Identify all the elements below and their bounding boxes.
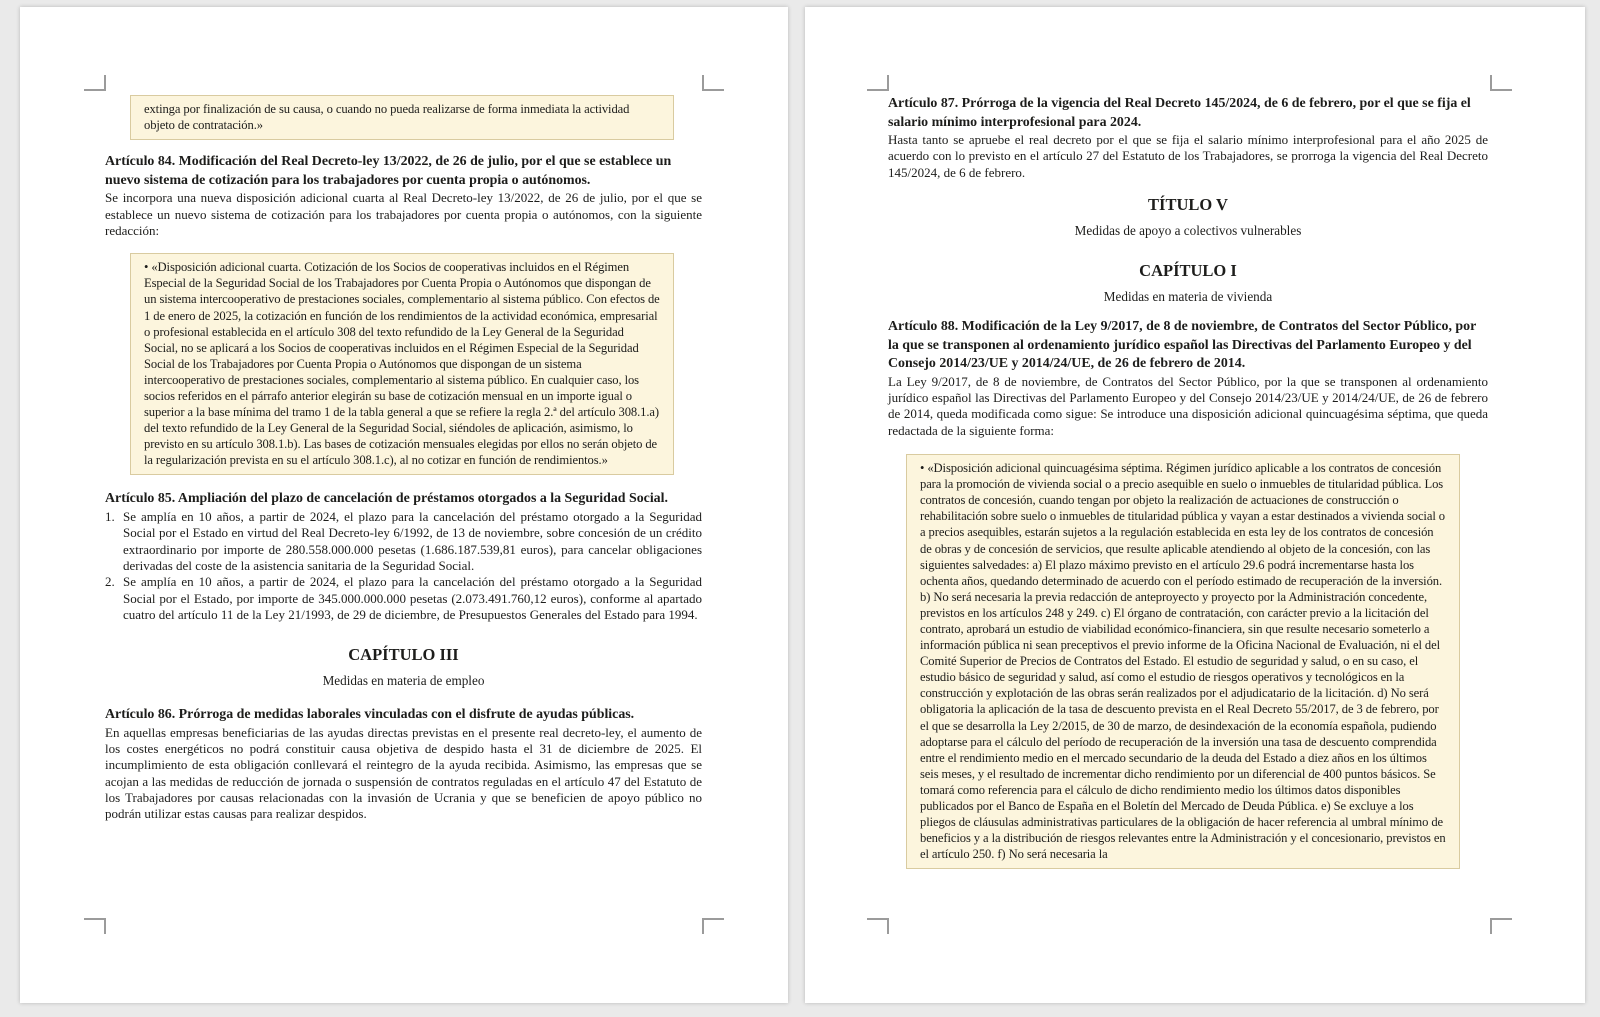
- articulo-84-quote-text: • «Disposición adicional cuarta. Cotización de los Socios de cooperativas incluidos en el Régimen Especial de la Seguridad Social de los Trabajadores por Cuenta Propia o Autónomos que dispongan de un sistema intercooperativo de prestaciones sociales, complementario al sistema público. Con efectos de 1 de enero de 2025, la cotización en función de los rendimientos de la actividad económica, empresarial o profesional establecida en el artículo 308 del texto refundido de la Ley General de la Seguridad Social, no se aplicará a los Socios de cooperativas incluidos en el Régimen Especial de la Seguridad Social de los Trabajadores por Cuenta Propia o Autónomos que dispongan de un sistema intercooperativo de prestaciones sociales, complementario al sistema público. En cualquier caso, los socios referidos en el párrafo anterior elegirán su base de cotización mensual en un importe igual o superior a la base mínima del tramo 1 de la tabla general a que se refiere la regla 2.ª del artículo 308.1.a) del texto refundido de la Ley General de la Seguridad Social, siéndoles de aplicación, asimismo, lo previsto en su artículo 308.1.b). Las bases de cotización mensuales elegidas por ellos no serán objeto de la regularización prevista en su el artículo 308.1.c), al no cotizar en función de rendimientos.»: [144, 260, 660, 468]
- titulo-v-title: TÍTULO V: [1148, 195, 1228, 215]
- crop-mark-bottom-left: [84, 918, 106, 934]
- titulo-v-subtitle: Medidas de apoyo a colectivos vulnerables: [1074, 223, 1302, 239]
- crop-mark-bottom-right: [702, 918, 724, 934]
- capitulo-i-subtitle: Medidas en materia de vivienda: [1103, 289, 1273, 305]
- articulo-88-body: La Ley 9/2017, de 8 de noviembre, de Contratos del Sector Público, por la que se transponen al ordenamiento jurídico español las Directivas del Parlamento Europeo y del Consejo 2014/23/UE y 2014/24/UE, de 26 de febrero de 2014, queda modificada como sigue: Se introduce una disposición adicional quincuagésima séptima, que queda redactada de la siguiente forma:: [888, 373, 1488, 438]
- list-item-text: Se amplía en 10 años, a partir de 2024, el plazo para la cancelación del préstamo otorgado a la Seguridad Social por el Estado, por importe de 345.000.000.000 pesetas (2.073.491.760,12 euros), conforme al apartado cuatro del artículo 11 de la Ley 21/1993, de 29 de diciembre, de Presupuestos Generales del Estado para 1994.: [123, 574, 702, 622]
- articulo-85-heading: Artículo 85. Ampliación del plazo de cancelación de préstamos otorgados a la Seguridad Social.: [105, 491, 668, 507]
- document-page-left: [20, 7, 788, 1003]
- list-item-number: 1.: [105, 509, 115, 525]
- page-right-content: [888, 95, 1488, 869]
- articulo-88-quote-text: • «Disposición adicional quincuagésima séptima. Régimen jurídico aplicable a los contratos de concesión para la promoción de vivienda social o a precio asequible en suelo o inmuebles de titularidad pública. Los contratos de concesión, cuando tengan por objeto la realización de actuaciones de construcción o rehabilitación sobre suelo o inmuebles de titularidad pública y vayan a estar destinados a vivienda social o a precios asequibles, estarán sujetos a la regulación establecida en esta ley de los contratos de concesión de obras y de concesión de servicios, que resulte aplicable atendiendo al objeto de la concesión, con las siguientes salvedades: a) El plazo máximo previsto en el artículo 29.6 podrá incrementarse hasta los ochenta años, quedando determinado de acuerdo con el período estimado de recuperación de la inversión. b) No será necesaria la previa redacción de anteproyecto y proyecto por la Administración concedente, previstos en los artículos 248 y 249. c) El órgano de contratación, con carácter previo a la licitación del contrato, aprobará un estudio de viabilidad económico-financiera, sin que resulte necesario someterlo a información pública ni sean preceptivos el previo informe de la Oficina Nacional de Evaluación, ni el del Comité Superior de Precios de Contratos del Estado. El estudio de seguridad y salud, o en su caso, el estudio básico de seguridad y salud, así como el estudio de riesgos operativos y tecnológicos en la construcción y explotación de las obras serán realizados por el adjudicatario de la licitación. d) No será obligatoria la aplicación de la tasa de descuento prevista en el Real Decreto 55/2017, de 3 de febrero, por el que se desarrolla la Ley 2/2015, de 30 de marzo, de desindexación de la economía española, pudiendo adoptarse para el cálculo del período de recuperación de la inversión una tasa de descuento comprendida entre el rendimiento medio en el mercado secundario de la deuda del Estado a diez años en los últimos seis meses, y el resultado de incrementar dicho rendimiento por un diferencial de 400 puntos básicos. Se tomará como referencia para el cálculo de dicho rendimiento medio los últimos datos disponibles publicados por el Banco de España en el Boletín del Mercado de Deuda Pública. e) Se excluye a los pliegos de cláusulas administrativas particulares de la obligación de hacer referencia al umbral mínimo de beneficios y a la distribución de riesgos relevantes entre la Administración y el concesionario, previstos en el artículo 250. f) No será necesaria la: [920, 461, 1446, 862]
- articulo-88-quote-box: [906, 454, 1460, 869]
- crop-mark-bottom-right: [1490, 918, 1512, 934]
- crop-mark-bottom-left: [867, 918, 889, 934]
- articulo-84-body: Se incorpora una nueva disposición adicional cuarta al Real Decreto-ley 13/2022, de 26 de julio, por el que se establece un nuevo sistema de cotización para los trabajadores por cuenta propia o autónomos, con la siguiente redacción:: [105, 190, 702, 238]
- quote-box-continuation-text: extinga por finalización de su causa, o cuando no pueda realizarse de forma inmediata la actividad objeto de contratación.»: [144, 102, 630, 133]
- articulo-86-body: En aquellas empresas beneficiarias de las ayudas directas previstas en el presente real decreto-ley, el aumento de los costes energéticos no podrá constituir causa objetiva de despido hasta el 31 de diciembre de 2025. El incumplimiento de esta obligación conllevará el reintegro de la ayuda recibida. Asimismo, las empresas que se acojan a las medidas de reducción de jornada o suspensión de contratos reguladas en el artículo 47 del Estatuto de los Trabajadores por causas relacionadas con la invasión de Ucrania y que se beneficien de apoyo público no podrán utilizar estas causas para realizar despidos.: [105, 724, 702, 822]
- list-item: [105, 574, 702, 623]
- document-page-right: [805, 7, 1585, 1003]
- list-item-number: 2.: [105, 574, 115, 590]
- crop-mark-top-left: [867, 75, 889, 91]
- capitulo-i-title: CAPÍTULO I: [1139, 261, 1237, 281]
- articulo-84-heading: Artículo 84. Modificación del Real Decreto-ley 13/2022, de 26 de julio, por el que se establece un nuevo sistema de cotización para los trabajadores por cuenta propia o autónomos.: [105, 154, 672, 188]
- capitulo-iii-subtitle: Medidas en materia de empleo: [322, 673, 485, 689]
- capitulo-iii-title: CAPÍTULO III: [348, 645, 459, 665]
- crop-mark-top-left: [84, 75, 106, 91]
- articulo-87-body: Hasta tanto se apruebe el real decreto por el que se fija el salario mínimo interprofesional para el año 2025 de acuerdo con lo previsto en el artículo 27 del Estatuto de los Trabajadores, se prorroga la vigencia del Real Decreto 145/2024, de 6 de febrero.: [888, 132, 1488, 180]
- list-item: [105, 509, 702, 574]
- crop-mark-top-right: [1490, 75, 1512, 91]
- articulo-84-quote-box: [130, 253, 674, 475]
- articulo-86-heading: Artículo 86. Prórroga de medidas laborales vinculadas con el disfrute de ayudas públicas.: [105, 707, 635, 723]
- articulo-85-list: [105, 509, 702, 623]
- articulo-87-heading: Artículo 87. Prórroga de la vigencia del Real Decreto 145/2024, de 6 de febrero, por el que se fija el salario mínimo interprofesional para 2024.: [888, 96, 1471, 130]
- page-left-content: [105, 95, 702, 823]
- quote-box-continuation: [130, 95, 674, 140]
- crop-mark-top-right: [702, 75, 724, 91]
- articulo-88-heading: Artículo 88. Modificación de la Ley 9/2017, de 8 de noviembre, de Contratos del Sector Público, por la que se transponen al ordenamiento jurídico español las Directivas del Parlamento Europeo y del Consejo 2014/23/UE y 2014/24/UE, de 26 de febrero de 2014.: [888, 319, 1476, 372]
- list-item-text: Se amplía en 10 años, a partir de 2024, el plazo para la cancelación del préstamo otorgado a la Seguridad Social por el Estado en virtud del Real Decreto-ley 6/1992, de 13 de noviembre, sobre concesión de un crédito extraordinario por importe de 280.558.000.000 pesetas (1.686.187.539,81 euros), para cancelar obligaciones derivadas del coste de la asistencia sanitaria de la Seguridad Social.: [123, 509, 702, 573]
